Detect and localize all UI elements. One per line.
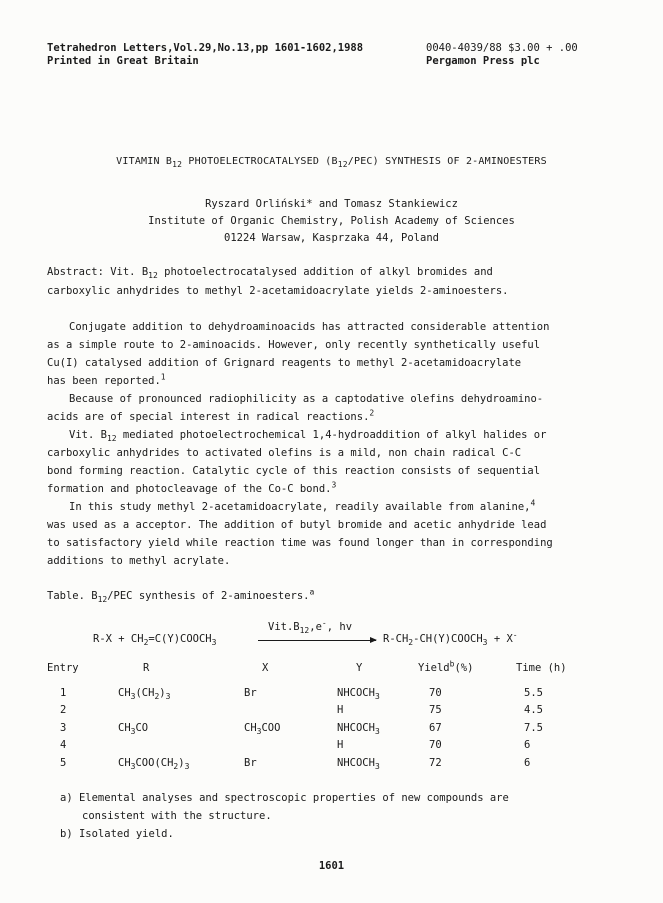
cell-entry: 5: [60, 757, 67, 769]
body-line: Vit. $B_{12}$ mediated photoelectrochemical 1,4-hydroaddition of alkyl halides or: [69, 429, 547, 444]
table-caption: Table. $B_{12}$/PEC synthesis of 2-aminoesters.$^a$: [47, 587, 315, 605]
body-line: to satisfactory yield while reaction time was found longer than in corresponding: [47, 537, 553, 549]
cell-yield: 70: [429, 739, 442, 751]
cell-yield: 75: [429, 704, 442, 716]
body-line: Cu(I) catalysed addition of Grignard reagents to methyl 2-acetamidoacrylate: [47, 357, 522, 369]
cell-entry: 1: [60, 687, 67, 699]
cell-y: $NHCOCH_3$: [337, 687, 380, 702]
cell-time: 7.5: [524, 722, 543, 734]
cell-entry: 2: [60, 704, 67, 716]
footnote-a: a) Elemental analyses and spectroscopic properties of new compounds are: [60, 792, 509, 804]
printed-in: Printed in Great Britain: [47, 55, 199, 67]
col-header-y: Y: [356, 662, 363, 674]
affiliation-line-2: 01224 Warsaw, Kasprzaka 44, Poland: [224, 232, 439, 244]
reaction-conditions: $Vit.B_{12},e^-$, hv: [268, 618, 353, 636]
cell-x: Br: [244, 687, 257, 699]
body-line: carboxylic anhydrides to activated olefins is a mild, non chain radical C-C: [47, 447, 522, 459]
cell-x: $CH_3COO$: [244, 722, 281, 737]
cell-time: 6: [524, 757, 531, 769]
body-line: acids are of special interest in radical reactions.$^2$: [47, 408, 375, 423]
cell-y: H: [337, 704, 344, 716]
body-line: was used as a acceptor. The addition of butyl bromide and acetic anhydride lead: [47, 519, 547, 531]
body-line: additions to methyl acrylate.: [47, 555, 231, 567]
footnote-b: b) Isolated yield.: [60, 828, 174, 840]
col-header-x: X: [262, 662, 269, 674]
cell-y: $NHCOCH_3$: [337, 757, 380, 772]
cell-y: $NHCOCH_3$: [337, 722, 380, 737]
reaction-arrow: [258, 640, 376, 641]
reaction-products: $R-CH_2-CH(Y)COOCH_3 + X^-$: [383, 630, 518, 648]
cell-x: Br: [244, 757, 257, 769]
price-code: 0040-4039/88 $3.00 + .00: [426, 42, 578, 54]
affiliation-line-1: Institute of Organic Chemistry, Polish Academy of Sciences: [148, 215, 515, 227]
body-line: has been reported.$^1$: [47, 372, 166, 387]
cell-entry: 3: [60, 722, 67, 734]
col-header-r: R: [143, 662, 150, 674]
col-header-entry: Entry: [47, 662, 79, 674]
body-line: bond forming reaction. Catalytic cycle of this reaction consists of sequential: [47, 465, 541, 477]
cell-r: $CH_3CO$: [118, 722, 149, 737]
page-number: 1601: [318, 860, 345, 872]
authors: Ryszard Orliński* and Tomasz Stankiewicz: [205, 198, 458, 210]
cell-yield: 70: [429, 687, 442, 699]
paper-title: VITAMIN $B_{12}$ PHOTOELECTROCATALYSED $(B_{12}/PEC)$ SYNTHESIS OF 2-AMINOESTERS: [116, 156, 547, 169]
publisher: Pergamon Press plc: [426, 55, 540, 67]
cell-y: H: [337, 739, 344, 751]
footnote-a-cont: consistent with the structure.: [82, 810, 272, 822]
reaction-reactants: $R-X + CH_2=C(Y)COOCH_3$: [93, 633, 217, 648]
cell-time: 4.5: [524, 704, 543, 716]
cell-yield: 72: [429, 757, 442, 769]
abstract-line-2: carboxylic anhydrides to methyl 2-acetamidoacrylate yields 2-aminoesters.: [47, 285, 509, 297]
col-header-time: Time (h): [516, 662, 567, 674]
cell-yield: 67: [429, 722, 442, 734]
cell-time: 6: [524, 739, 531, 751]
body-line: formation and photocleavage of the Co-C bond.$^3$: [47, 480, 337, 495]
cell-r: $CH_3COO(CH_2)_3$: [118, 757, 190, 772]
abstract-line-1: Abstract: Vit. $B_{12}$ photoelectrocatalysed addition of alkyl bromides and: [47, 266, 493, 281]
cell-time: 5.5: [524, 687, 543, 699]
body-line: In this study methyl 2-acetamidoacrylate, readily available from alanine,$^4$: [69, 498, 536, 513]
body-line: as a simple route to 2-aminoacids. However, only recently synthetically useful: [47, 339, 541, 351]
body-line: Conjugate addition to dehydroaminoacids has attracted considerable attention: [69, 321, 550, 333]
cell-entry: 4: [60, 739, 67, 751]
body-line: Because of pronounced radiophilicity as a captodative olefins dehydroamino-: [69, 393, 544, 405]
col-header-yield: Yield$^b$(%): [418, 659, 474, 674]
journal-citation: Tetrahedron Letters,Vol.29,No.13,pp 1601-1602,1988: [47, 42, 364, 54]
cell-r: $CH_3(CH_2)_3$: [118, 687, 171, 702]
